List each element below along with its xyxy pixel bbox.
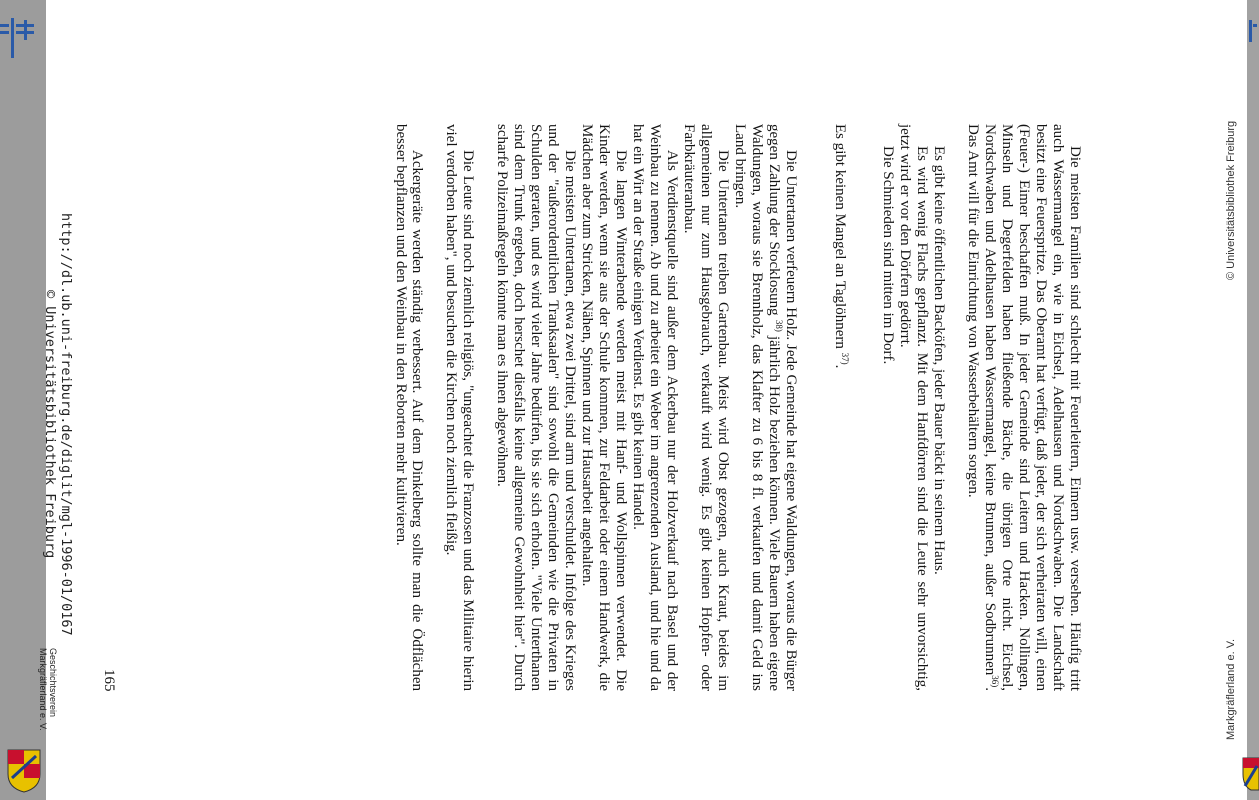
paragraph-fire-safety: Die meisten Familien sind schlecht mit Feuerleitern, Eimern usw. versehen. Häufig tritt auch Wassermangel ein, wie in Eichsel, Adelhausen und Nordschwaben. Die Landschaft besitzt eine Feuerspritze. Das Oberamt hat verfügt, daß jeder, der sich verheiraten will, einen (Feuer-) Eimer beschaffen muß. In jeder Gemeinde sind Leitern und Hacken. Nollingen, Minseln und Degerfelden haben fließende Bäche, die übrigen Orte nicht. Eichsel, Nordschwaben und Adelhausen haben Wassermangel, keine Brunnen, außer Sodbrunnen$^{36)}$. Das Amt will für die Einrichtung von Wasserbehältern sorgen. [965,124,1083,691]
paragraph-wood: Die Untertanen verfeuern Holz. Jede Gemeinde hat eigene Waldungen, woraus die Bürger gegen Zahlung der Stocklosung $^{38)}$ jährlich Holz beziehen können. Viele Bauern haben eigene Waldungen, woraus sie Brennholz, das Klafter zu 6 bis 8 fl. verkaufen und damit Geld ins Land bringen. [731,124,799,691]
right-bottom-clipped-text: Markgräflerland e. V. [1225,638,1237,740]
document-page [38,0,1247,800]
paragraph-ovens: Es gibt keine öffentlichen Backöfen, jeder Bauer bäckt in seinem Haus. [931,146,948,575]
paragraph-flax: Es wird wenig Flachs gepflanzt. Mit dem Hanfdörren sind die Leute sehr unvorsichtig, jetzt wird er vor den Dörfern gedörrt. [897,124,931,691]
paragraph-agriculture: Ackergeräte werden ständig verbessert. Auf dem Dinkelberg sollte man die Ödflächen besser bepflanzen und den Weinbau in den Reborten mehr kultivieren. [392,124,426,691]
coat-of-arms-icon [1241,756,1259,792]
paragraph-religion: Die Leute sind noch ziemlich religiös, "ungeachtet die Franzosen und das Militaire hierin viel verdorben haben", und besuchen die Kirchen noch ziemlich fleißig. [443,124,477,691]
coat-of-arms-icon [6,748,42,794]
url-footer[interactable]: http://dl.ub.uni-freiburg.de/diglit/mgl-1996-01/0167 [58,213,74,636]
paragraph-smithies: Die Schmieden sind mitten im Dorf. [880,146,897,365]
right-top-clipped-text: © Universitätsbibliothek Freiburg [1225,120,1237,280]
page-number: 165 [101,669,117,692]
rotated-page-content [46,0,1247,800]
page-body [392,124,1083,691]
library-logo-icon [1249,20,1257,42]
copyright-footer: © Universitätsbibliothek Freiburg [42,290,58,559]
org-name-line2: Markgräflerland e. V. [38,648,48,731]
footnote-ref: 37) [839,352,850,365]
paragraph-day-laborers: Es gibt keinen Mangel an Taglöhnern $^{37)}$. [831,124,850,369]
paragraph-winter-evenings: Die langen Winterabende werden meist mit Hanf- und Wollspinnen verwendet. Die Kinder werden, wenn sie aus der Schule kommen, zur Feldarbeit oder einem Handwerk, die Mädchen aber zum Stricken, Nähen, Spinnen und zur Hausarbeit angehalten. [579,124,630,691]
org-name-line1: Geschichtsverein [48,648,58,718]
footnote-ref: 38) [773,319,784,332]
footnote-ref: 36) [990,675,1001,688]
viewer-right-margin [1247,0,1259,800]
library-logo-icon [0,18,40,58]
paragraph-income: Als Verdienstquelle sind außer dem Ackerbau nur der Holzverkauf nach Basel und der Weinbau zu nennen. Ab und zu arbeitet ein Weber im angrenzenden Ausland, und hie und da hat ein Wirt an der Straße einigen Verdienst. Es gibt keinen Handel. [629,124,680,691]
paragraph-gardening: Die Untertanen treiben Gartenbau. Meist wird Obst gezogen, auch Kraut, beides im allgemeinen nur zum Hausgebrauch, verkauft wird wenig. Es gibt keinen Hopfen- oder Farbkräuteranbau. [680,124,731,691]
paragraph-debts: Die meisten Untertanen, etwa zwei Drittel, sind arm und verschuldet. Infolge des Krieges und der "außerordentlichen Tranksaalen" sind sowohl die Gemeinden wie die Privaten in Schulden geraten, und es wird vieler Jahre bedürfen, bis sie sich erholen. "Viele Unterthanen sind dem Trunk ergeben, doch herschet diesfalls keine allgemeine Gewohnheit hier". Durch scharfe Polizeimaßregeln könnte man es ihnen abgewöhnen. [494,124,579,691]
